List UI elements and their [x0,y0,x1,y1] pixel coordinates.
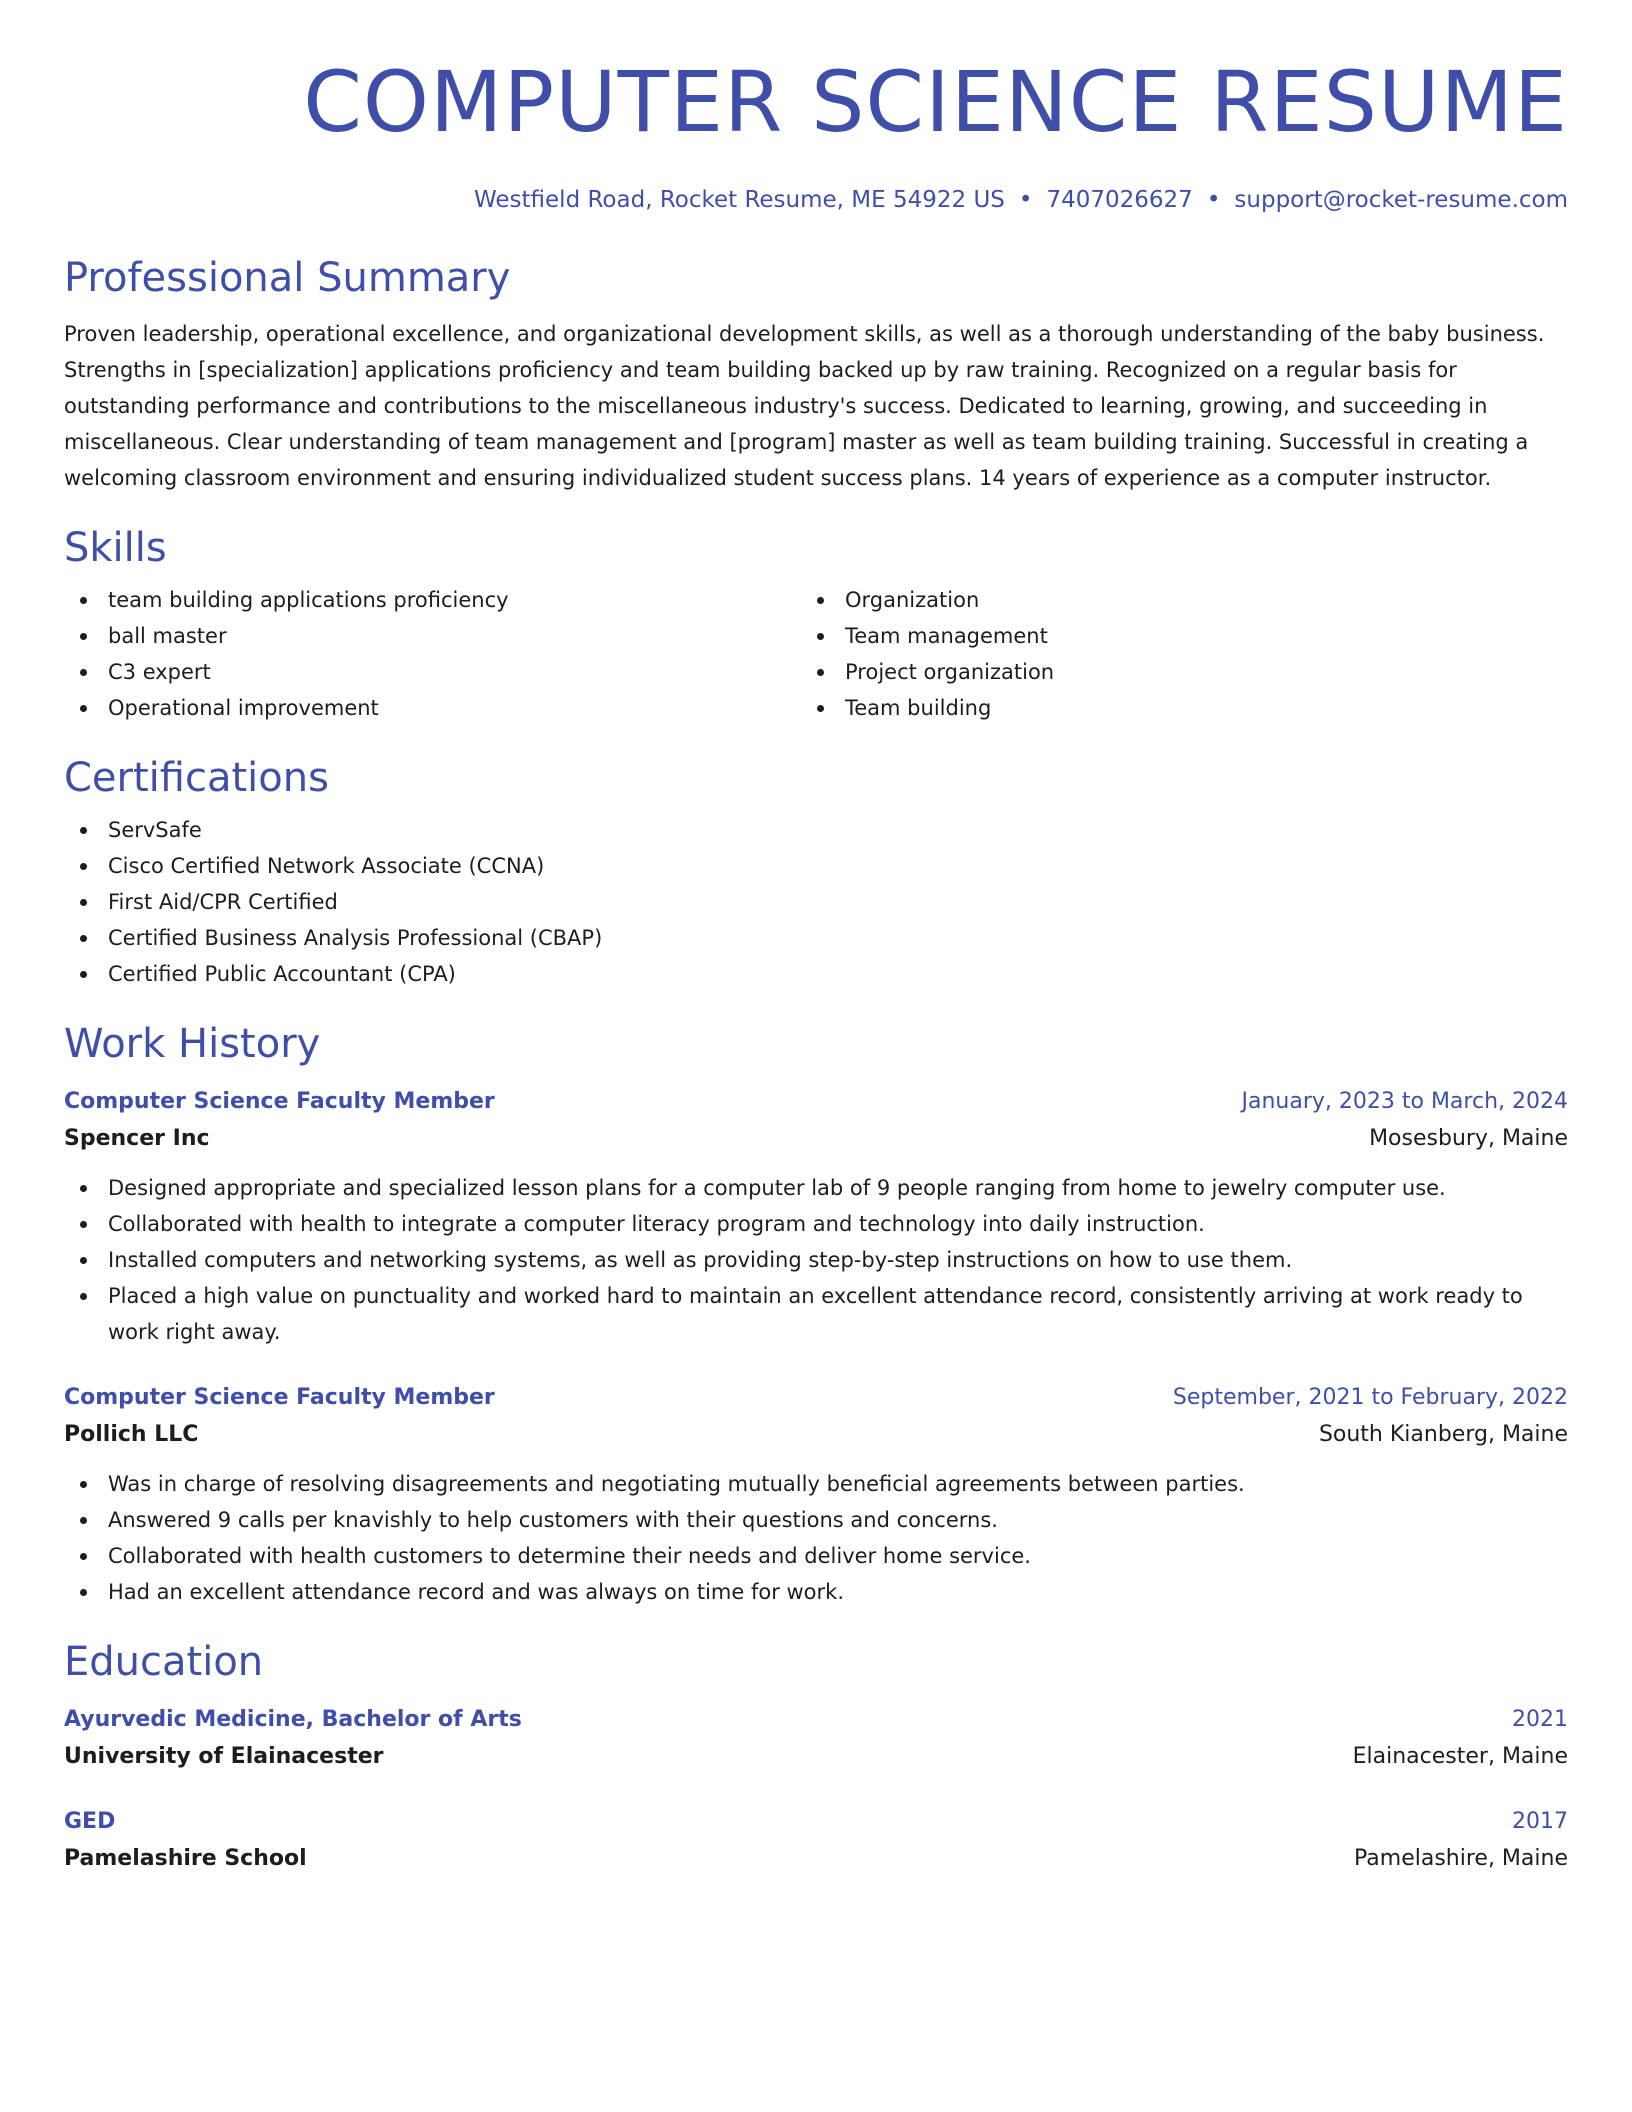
job-entry [64,1084,1568,1350]
education-degree-row [64,1702,1568,1738]
certification-item: ServSafe [64,812,1568,848]
skill-item: Team management [801,618,1538,654]
job-duty-item: Installed computers and networking systems, as well as providing step-by-step instructions on how to use them. [64,1242,1568,1278]
job-company: Pollich LLC [64,1422,199,1447]
skill-item: Organization [801,582,1538,618]
contact-line [64,184,1568,216]
summary-heading: Professional Summary [64,255,511,301]
skill-item: C3 expert [64,654,801,690]
skills-column-left [64,582,801,726]
education-degree: GED [64,1809,116,1834]
summary-text: Proven leadership, operational excellence, and organizational development skills, as well as a thorough understanding of the baby business. Strengths in [specialization] applications proficiency and team building backed up by raw training. Recognized on a regular basis for outstanding performance and contributions to the miscellaneous industry's success. Dedicated to learning, growing, and succeeding in miscellaneous. Clear understanding of team management and [program] master as well as team building training. Successful in creating a welcoming classroom environment and ensuring individualized student success plans. 14 years of experience as a computer instructor. [64,322,1545,490]
certifications-list [64,812,1568,992]
education-section [64,1638,1568,1878]
certification-item: First Aid/CPR Certified [64,884,1568,920]
job-duty-item: Collaborated with health customers to determine their needs and deliver home service. [64,1538,1568,1574]
job-title-row [64,1084,1568,1120]
skills-list-left [64,582,801,726]
skill-item: Team building [801,690,1538,726]
skills-list-right [801,582,1538,726]
contact-address: Westfield Road, Rocket Resume, ME 54922 US [474,187,1005,213]
education-entry [64,1804,1568,1878]
skills-section [64,524,1568,726]
job-role: Computer Science Faculty Member [64,1089,495,1114]
job-dates: September, 2021 to February, 2022 [1172,1385,1568,1410]
education-year: 2021 [1512,1707,1568,1732]
education-school-row [64,1738,1568,1776]
job-location: South Kianberg, Maine [1318,1422,1568,1447]
job-duties-list [64,1466,1568,1610]
job-duty-item: Collaborated with health to integrate a computer literacy program and technology into daily instruction. [64,1206,1568,1242]
certification-item: Certified Public Accountant (CPA) [64,956,1568,992]
certification-item: Cisco Certified Network Associate (CCNA) [64,848,1568,884]
job-title-row [64,1380,1568,1416]
education-school: University of Elainacester [64,1744,384,1769]
skill-item: Operational improvement [64,690,801,726]
contact-email: support@rocket-resume.com [1234,187,1568,213]
certifications-heading: Certifications [64,755,329,801]
skills-grid [64,582,1568,726]
work-history-section [64,1020,1568,1610]
certifications-section [64,754,1568,992]
contact-phone: 7407026627 [1046,187,1193,213]
work-history-heading: Work History [64,1021,321,1067]
job-dates: January, 2023 to March, 2024 [1241,1089,1568,1114]
job-duties-list [64,1170,1568,1350]
education-school-row [64,1840,1568,1878]
resume-header [64,53,1568,216]
summary-section [64,254,1568,496]
job-duty-item: Designed appropriate and specialized lesson plans for a computer lab of 9 people ranging from home to jewelry computer use. [64,1170,1568,1206]
skill-item: Project organization [801,654,1538,690]
job-company: Spencer Inc [64,1126,210,1151]
job-duty-item: Had an excellent attendance record and was always on time for work. [64,1574,1568,1610]
job-duty-item: Was in charge of resolving disagreements and negotiating mutually beneficial agreements between parties. [64,1466,1568,1502]
education-degree-row [64,1804,1568,1840]
education-location: Elainacester, Maine [1352,1744,1568,1769]
skill-item: team building applications proficiency [64,582,801,618]
job-location: Mosesbury, Maine [1369,1126,1568,1151]
contact-separator: • [1018,187,1033,213]
job-role: Computer Science Faculty Member [64,1385,495,1410]
education-year: 2017 [1512,1809,1568,1834]
job-duty-item: Answered 9 calls per knavishly to help customers with their questions and concerns. [64,1502,1568,1538]
education-degree: Ayurvedic Medicine, Bachelor of Arts [64,1707,522,1732]
skill-item: ball master [64,618,801,654]
skills-heading: Skills [64,525,167,571]
certification-item: Certified Business Analysis Professional (CBAP) [64,920,1568,956]
education-heading: Education [64,1639,264,1685]
job-company-row [64,1416,1568,1454]
job-company-row [64,1120,1568,1158]
job-duty-item: Placed a high value on punctuality and worked hard to maintain an excellent attendance record, consistently arriving at work ready to work right away. [64,1278,1568,1350]
skills-column-right [801,582,1538,726]
education-school: Pamelashire School [64,1846,307,1871]
contact-separator: • [1206,187,1221,213]
resume-title: COMPUTER SCIENCE RESUME [303,53,1568,151]
job-entry [64,1380,1568,1610]
education-entry [64,1702,1568,1776]
education-location: Pamelashire, Maine [1354,1846,1568,1871]
